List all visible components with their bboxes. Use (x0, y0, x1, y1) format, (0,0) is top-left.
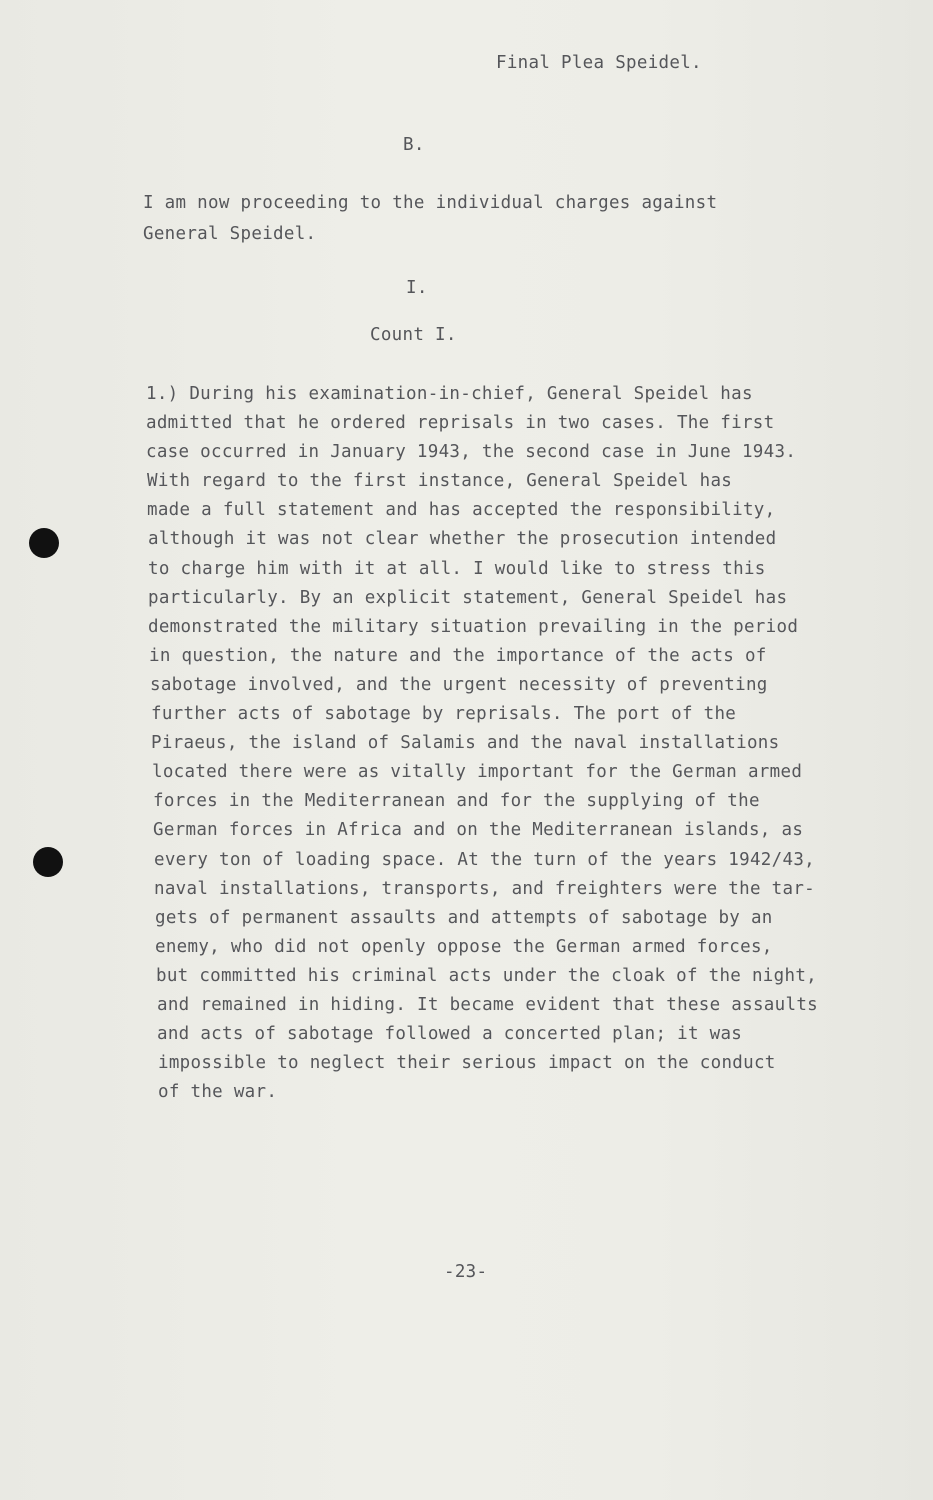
paragraph-line: located there were as vitally important for the German armed (152, 762, 803, 783)
paragraph-line: sabotage involved, and the urgent necessity of preventing (150, 674, 768, 695)
paragraph-line: and acts of sabotage followed a concerted plan; it was (157, 1024, 743, 1045)
paragraph-line: made a full statement and has accepted the responsibility, (147, 500, 776, 521)
intro-text (143, 188, 717, 250)
paragraph-line: gets of permanent assaults and attempts of sabotage by an (155, 907, 773, 928)
paragraph-line: every ton of loading space. At the turn of the years 1942/43, (154, 849, 815, 870)
section-letter: B. (403, 135, 425, 155)
paragraph-line: although it was not clear whether the prosecution intended (148, 529, 777, 550)
paragraph-line: forces in the Mediterranean and for the supplying of the (153, 791, 760, 812)
paragraph-line: enemy, who did not openly oppose the German armed forces, (155, 936, 773, 957)
paragraph-line: German forces in Africa and on the Mediterranean islands, as (153, 820, 804, 841)
count-heading: Count I. (370, 325, 457, 345)
paragraph-line: but committed his criminal acts under the cloak of the night, (156, 965, 817, 986)
paragraph-line: to charge him with it at all. I would like to stress this (148, 558, 766, 579)
document-header: Final Plea Speidel. (496, 53, 702, 73)
paragraph-line: of the war. (158, 1082, 278, 1103)
paragraph-line: further acts of sabotage by reprisals. The port of the (151, 704, 737, 725)
paragraph-line: in question, the nature and the importance of the acts of (149, 645, 767, 666)
paragraph-line: With regard to the first instance, General Speidel has (147, 471, 733, 492)
body-paragraph (146, 380, 906, 1107)
paragraph-line: particularly. By an explicit statement, General Speidel has (148, 587, 788, 608)
intro-line: I am now proceeding to the individual charges against (143, 193, 718, 213)
punch-hole-upper (29, 528, 59, 558)
paragraph-line: demonstrated the military situation prevailing in the period (148, 616, 799, 637)
section-numeral: I. (406, 278, 428, 298)
paragraph-line: naval installations, transports, and freighters were the tar- (154, 878, 815, 899)
paragraph-line: 1.) During his examination-in-chief, General Speidel has (146, 384, 753, 404)
paragraph-line: Piraeus, the island of Salamis and the naval installations (151, 733, 780, 754)
paragraph-line: impossible to neglect their serious impact on the conduct (158, 1053, 776, 1074)
page-number: -23- (444, 1262, 488, 1282)
intro-line: General Speidel. (143, 224, 317, 244)
paragraph-line: case occurred in January 1943, the second case in June 1943. (146, 442, 797, 463)
paragraph-line: and remained in hiding. It became evident that these assaults (157, 994, 818, 1015)
punch-hole-lower (33, 847, 63, 877)
paragraph-line: admitted that he ordered reprisals in two cases. The first (146, 413, 775, 434)
